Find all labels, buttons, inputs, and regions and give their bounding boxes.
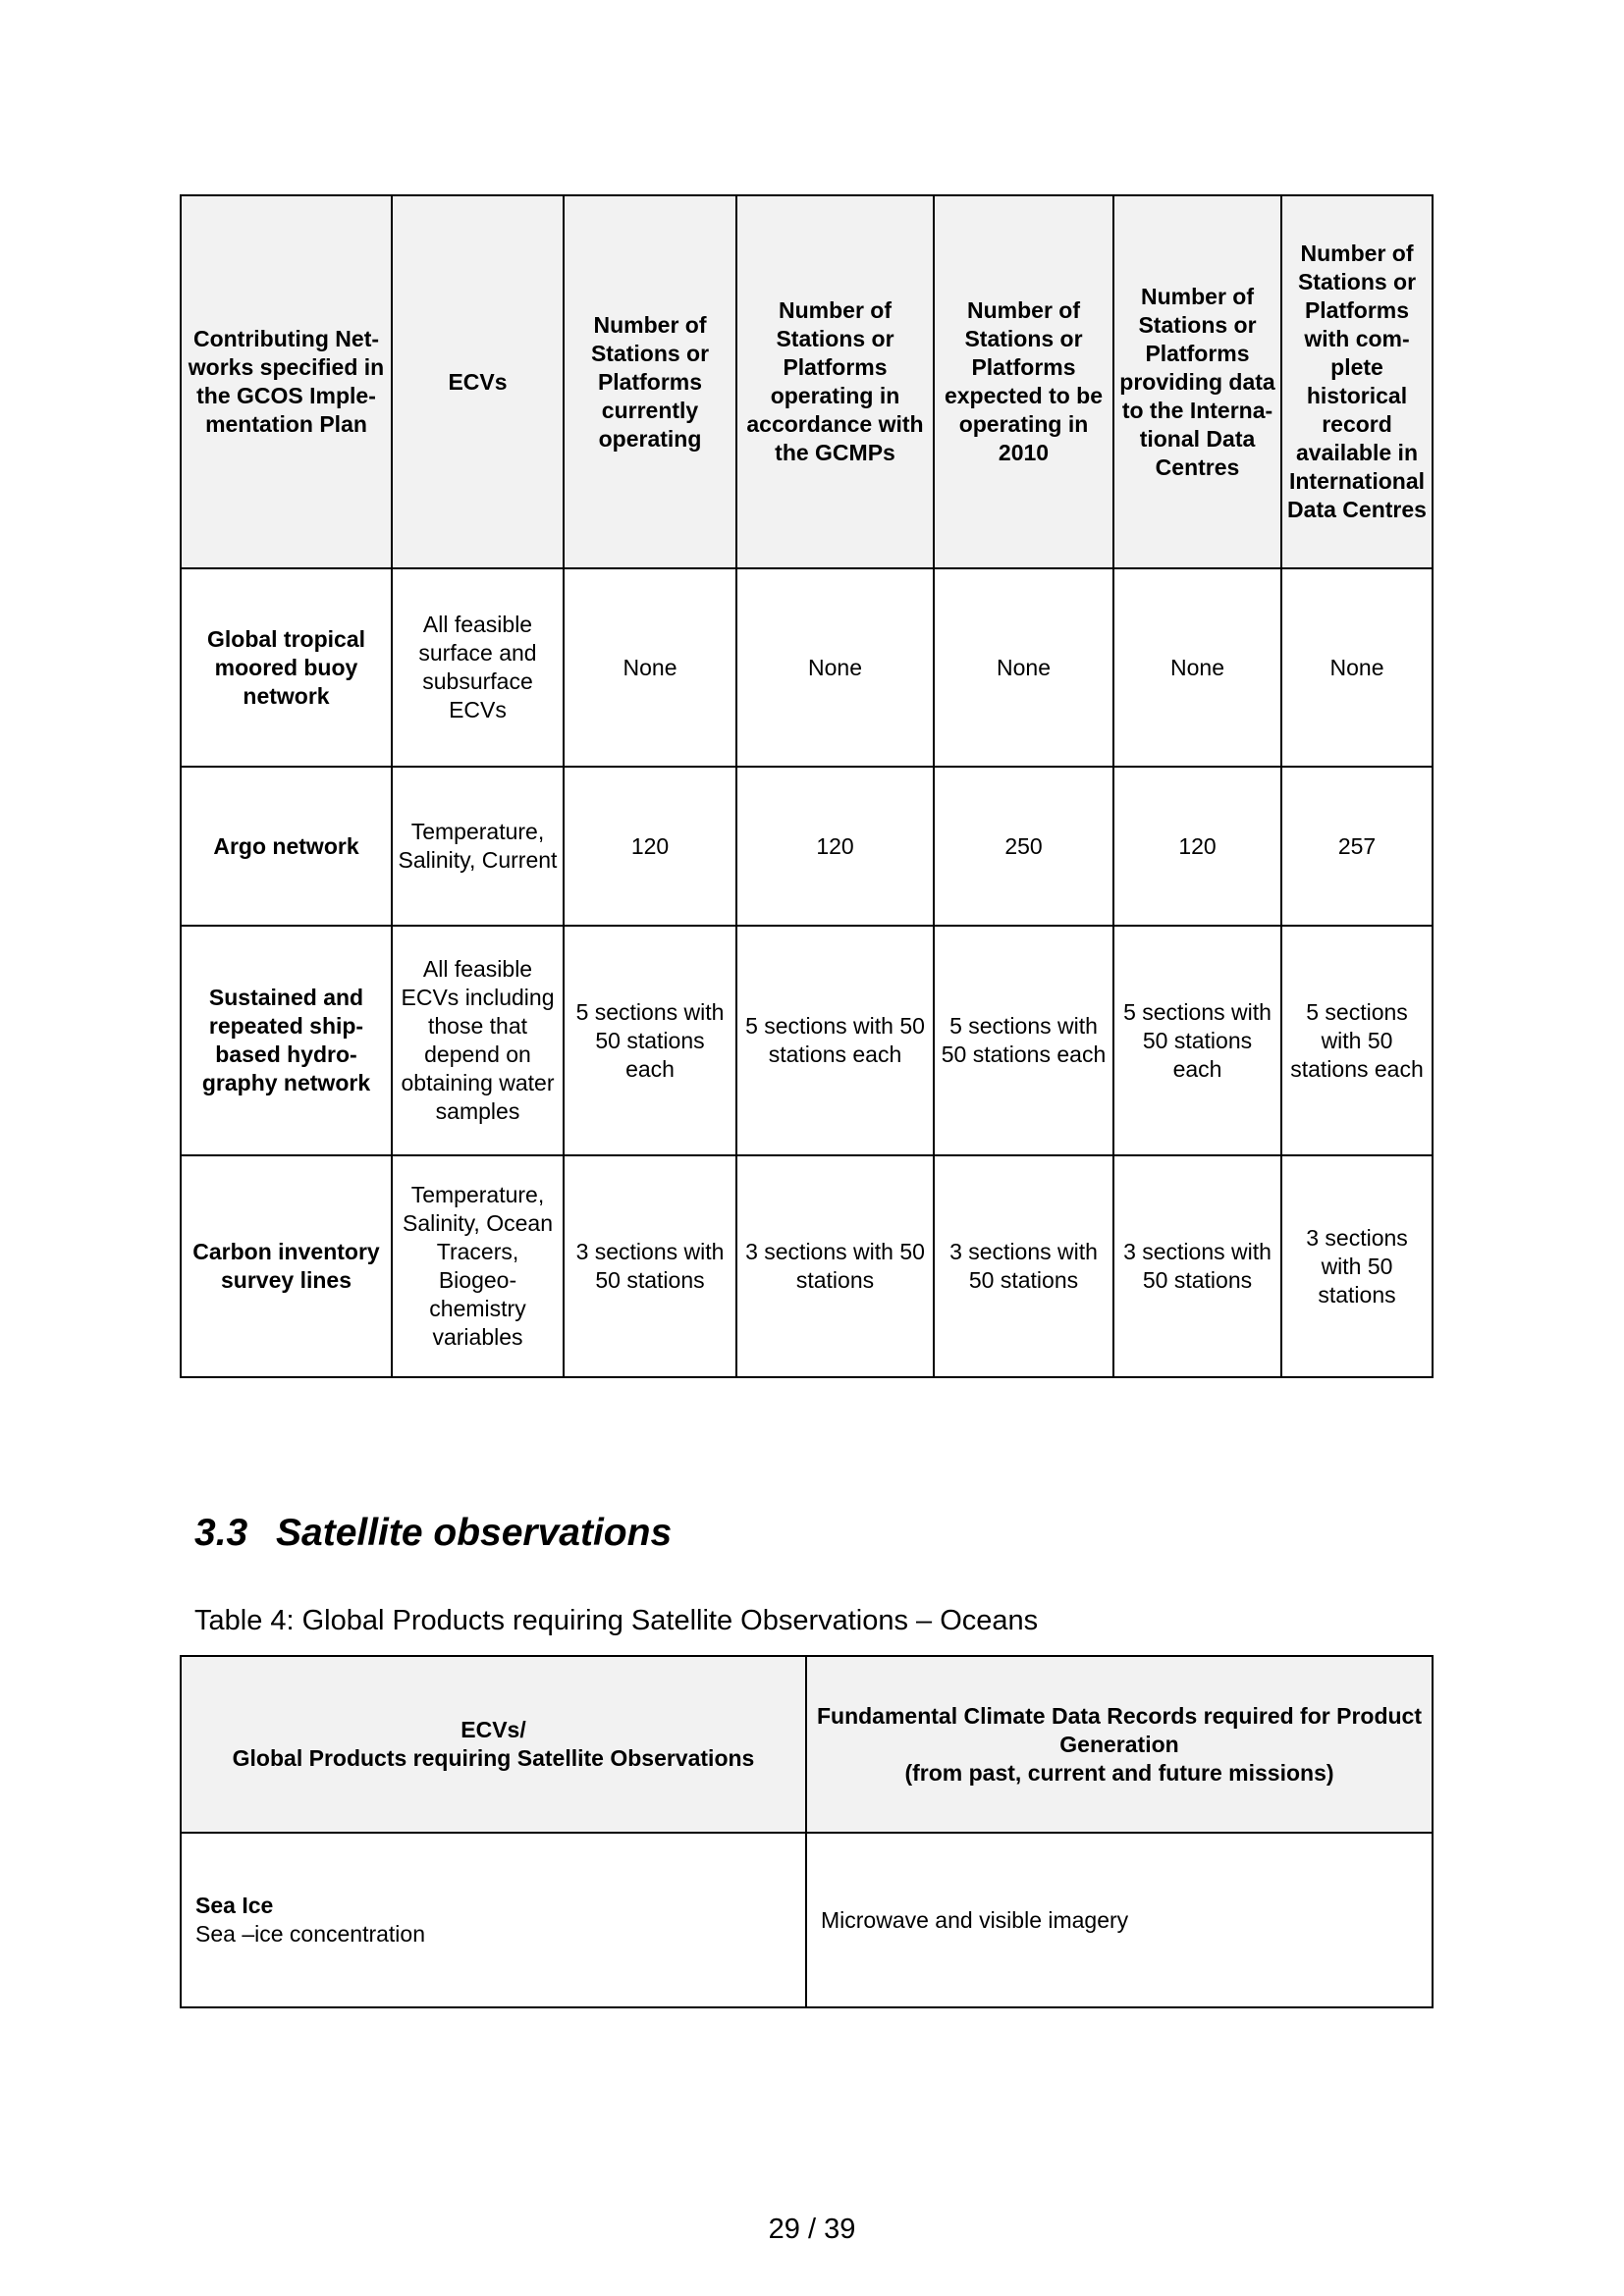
table-cell: None [1281,568,1433,767]
header-line: ECVs/ [460,1717,526,1742]
station-network-table [180,194,1434,1378]
header-ecvs-global-products [181,1656,806,1833]
ecvs-cell: All feasible ECVs including those that depend on obtaining water samples [392,926,564,1155]
table-cell: 3 sections with 50 stations [1113,1155,1281,1377]
table-cell: 250 [934,767,1113,926]
header-expected-2010: Number of Stations or Platforms expected to be operating in 2010 [934,195,1113,568]
header-currently-operating: Number of Stations or Platforms currently operating [564,195,736,568]
header-fundamental-cdr [806,1656,1433,1833]
table-cell: 3 sections with 50 stations [934,1155,1113,1377]
network-name: Global tropical moored buoy network [181,568,392,767]
header-contributing-networks: Contributing Networks specified in the GCOS Implementation Plan [181,195,392,568]
table-cell: 3 sections with 50 stations [1281,1155,1433,1377]
table-cell: None [1113,568,1281,767]
header-complete-record: Number of Stations or Platforms with complete historical record available in International Data Centres [1281,195,1433,568]
network-name: Argo network [181,767,392,926]
header-line: Fundamental Climate Data Records required for Product Generation [816,1702,1422,1757]
section-number: 3.3 [194,1512,248,1554]
table-header-row [181,1656,1433,1833]
table-cell: 3 sections with 50 stations [736,1155,934,1377]
ecvs-cell: Temperature, Salinity, Ocean Tracers, Biogeochemistry variables [392,1155,564,1377]
table-header-row [181,195,1433,568]
section-heading [194,1512,672,1555]
data-record-cell: Microwave and visible imagery [806,1833,1433,2007]
table-caption: Table 4: Global Products requiring Satellite Observations – Oceans [194,1605,1039,1636]
table-cell: 5 sections with 50 stations each [564,926,736,1155]
table-row [181,926,1433,1155]
table-cell: 5 sections with 50 stations each [736,926,934,1155]
table-cell: None [736,568,934,767]
table-cell: 120 [736,767,934,926]
product-name: Sea –ice concentration [195,1921,425,1947]
header-gcmp-accordance: Number of Stations or Platforms operating in accordance with the GCMPs [736,195,934,568]
table-row [181,1155,1433,1377]
network-name: Sustained and repeated ship-based hydrography network [181,926,392,1155]
table-cell: None [564,568,736,767]
table-cell: 5 sections with 50 stations each [1281,926,1433,1155]
table-cell: 5 sections with 50 stations each [1113,926,1281,1155]
table-cell: 120 [564,767,736,926]
header-ecvs: ECVs [392,195,564,568]
table-cell: 3 sections with 50 stations [564,1155,736,1377]
header-line: (from past, current and future missions) [904,1759,1334,1786]
product-category: Sea Ice [195,1893,274,1918]
table-row [181,1833,1433,2007]
product-cell [181,1833,806,2007]
table-row [181,767,1433,926]
table-row [181,568,1433,767]
page-number: 29 / 39 [768,2214,856,2245]
table-cell: 120 [1113,767,1281,926]
ecvs-cell: Temperature, Salinity, Current [392,767,564,926]
table-cell: 5 sections with 50 stations each [934,926,1113,1155]
ecvs-cell: All feasible surface and subsurface ECVs [392,568,564,767]
header-providing-data: Number of Stations or Platforms providing data to the International Data Centres [1113,195,1281,568]
header-line: Global Products requiring Satellite Observations [232,1745,755,1771]
table-cell: 257 [1281,767,1433,926]
table-cell: None [934,568,1113,767]
section-title: Satellite observations [276,1512,673,1554]
satellite-products-table [180,1655,1434,2008]
network-name: Carbon inventory survey lines [181,1155,392,1377]
